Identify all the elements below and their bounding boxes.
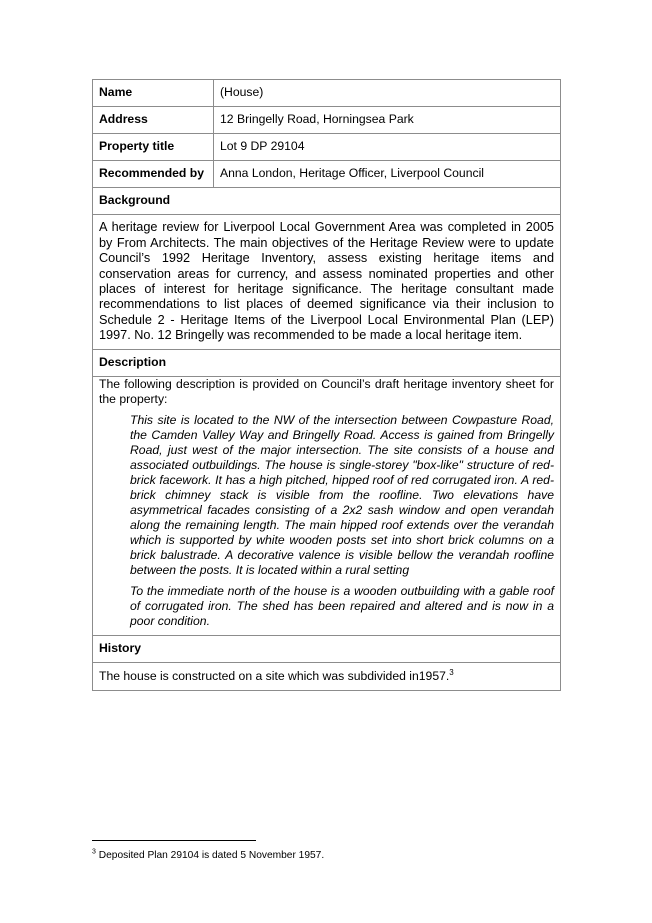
background-header-row [93, 188, 561, 215]
recommended-by-value: Anna London, Heritage Officer, Liverpool Council [214, 161, 561, 188]
footnote-reference: 3 [449, 667, 454, 677]
row-property-title [93, 134, 561, 161]
row-address [93, 107, 561, 134]
history-text: The house is constructed on a site which was subdivided in1957. [99, 668, 450, 683]
name-value: (House) [214, 80, 561, 107]
recommended-by-label: Recommended by [93, 161, 214, 188]
description-quote-site: This site is located to the NW of the intersection between Cowpasture Road, the Camden Valley Way and Bringelly Road. Access is gained from Bringelly Road, just west of the major intersection. The site consists of a house and associated outbuildings. The house is single-storey "box-like" structure of red-brick facework. It has a high pitched, hipped roof of red corrugated iron. A red-brick chimney stack is visible from the roofline. Two elevations have asymmetrical facades consisting of a 2x2 sash window and open verandah along the remaining length. The main hipped roof extends over the verandah which is supported by white wooden posts set into short brick columns on a brick balustrade. A decorative valence is visible bellow the verandah roofline between the posts. It is located within a rural setting [130, 413, 554, 577]
history-header-row [93, 636, 561, 663]
description-cell [93, 377, 561, 636]
property-title-label: Property title [93, 134, 214, 161]
row-recommended-by [93, 161, 561, 188]
description-header-row [93, 350, 561, 377]
heritage-record-table [92, 79, 561, 691]
description-intro: The following description is provided on Council’s draft heritage inventory sheet for the property: [99, 377, 554, 406]
address-value: 12 Bringelly Road, Horningsea Park [214, 107, 561, 134]
footnote-separator [92, 840, 256, 841]
name-label: Name [93, 80, 214, 107]
footnote [92, 850, 552, 862]
description-heading: Description [93, 350, 561, 377]
property-title-value: Lot 9 DP 29104 [214, 134, 561, 161]
address-label: Address [93, 107, 214, 134]
row-name [93, 80, 561, 107]
description-quote-outbuilding: To the immediate north of the house is a wooden outbuilding with a gable roof of corrugated iron. The shed has been repaired and altered and is now in a poor condition. [130, 584, 554, 628]
background-cell [93, 215, 561, 350]
footnote-text: Deposited Plan 29104 is dated 5 November 1957. [98, 850, 325, 861]
background-body-row [93, 215, 561, 350]
background-text: A heritage review for Liverpool Local Government Area was completed in 2005 by From Architects. The main objectives of the Heritage Review were to update Council’s 1992 Heritage Inventory, assess existing heritage items and conservation areas for currency, and assess nominated properties and other places of interest for heritage significance. The heritage consultant made recommendations to list places of deemed significance via their inclusion to Schedule 2 - Heritage Items of the Liverpool Local Environmental Plan (LEP) 1997. No. 12 Bringelly was recommended to be made a local heritage item. [99, 220, 554, 343]
description-body-row [93, 377, 561, 636]
history-body-row [93, 663, 561, 691]
history-heading: History [93, 636, 561, 663]
footnote-number: 3 [92, 848, 96, 856]
background-heading: Background [93, 188, 561, 215]
history-cell [93, 663, 561, 691]
